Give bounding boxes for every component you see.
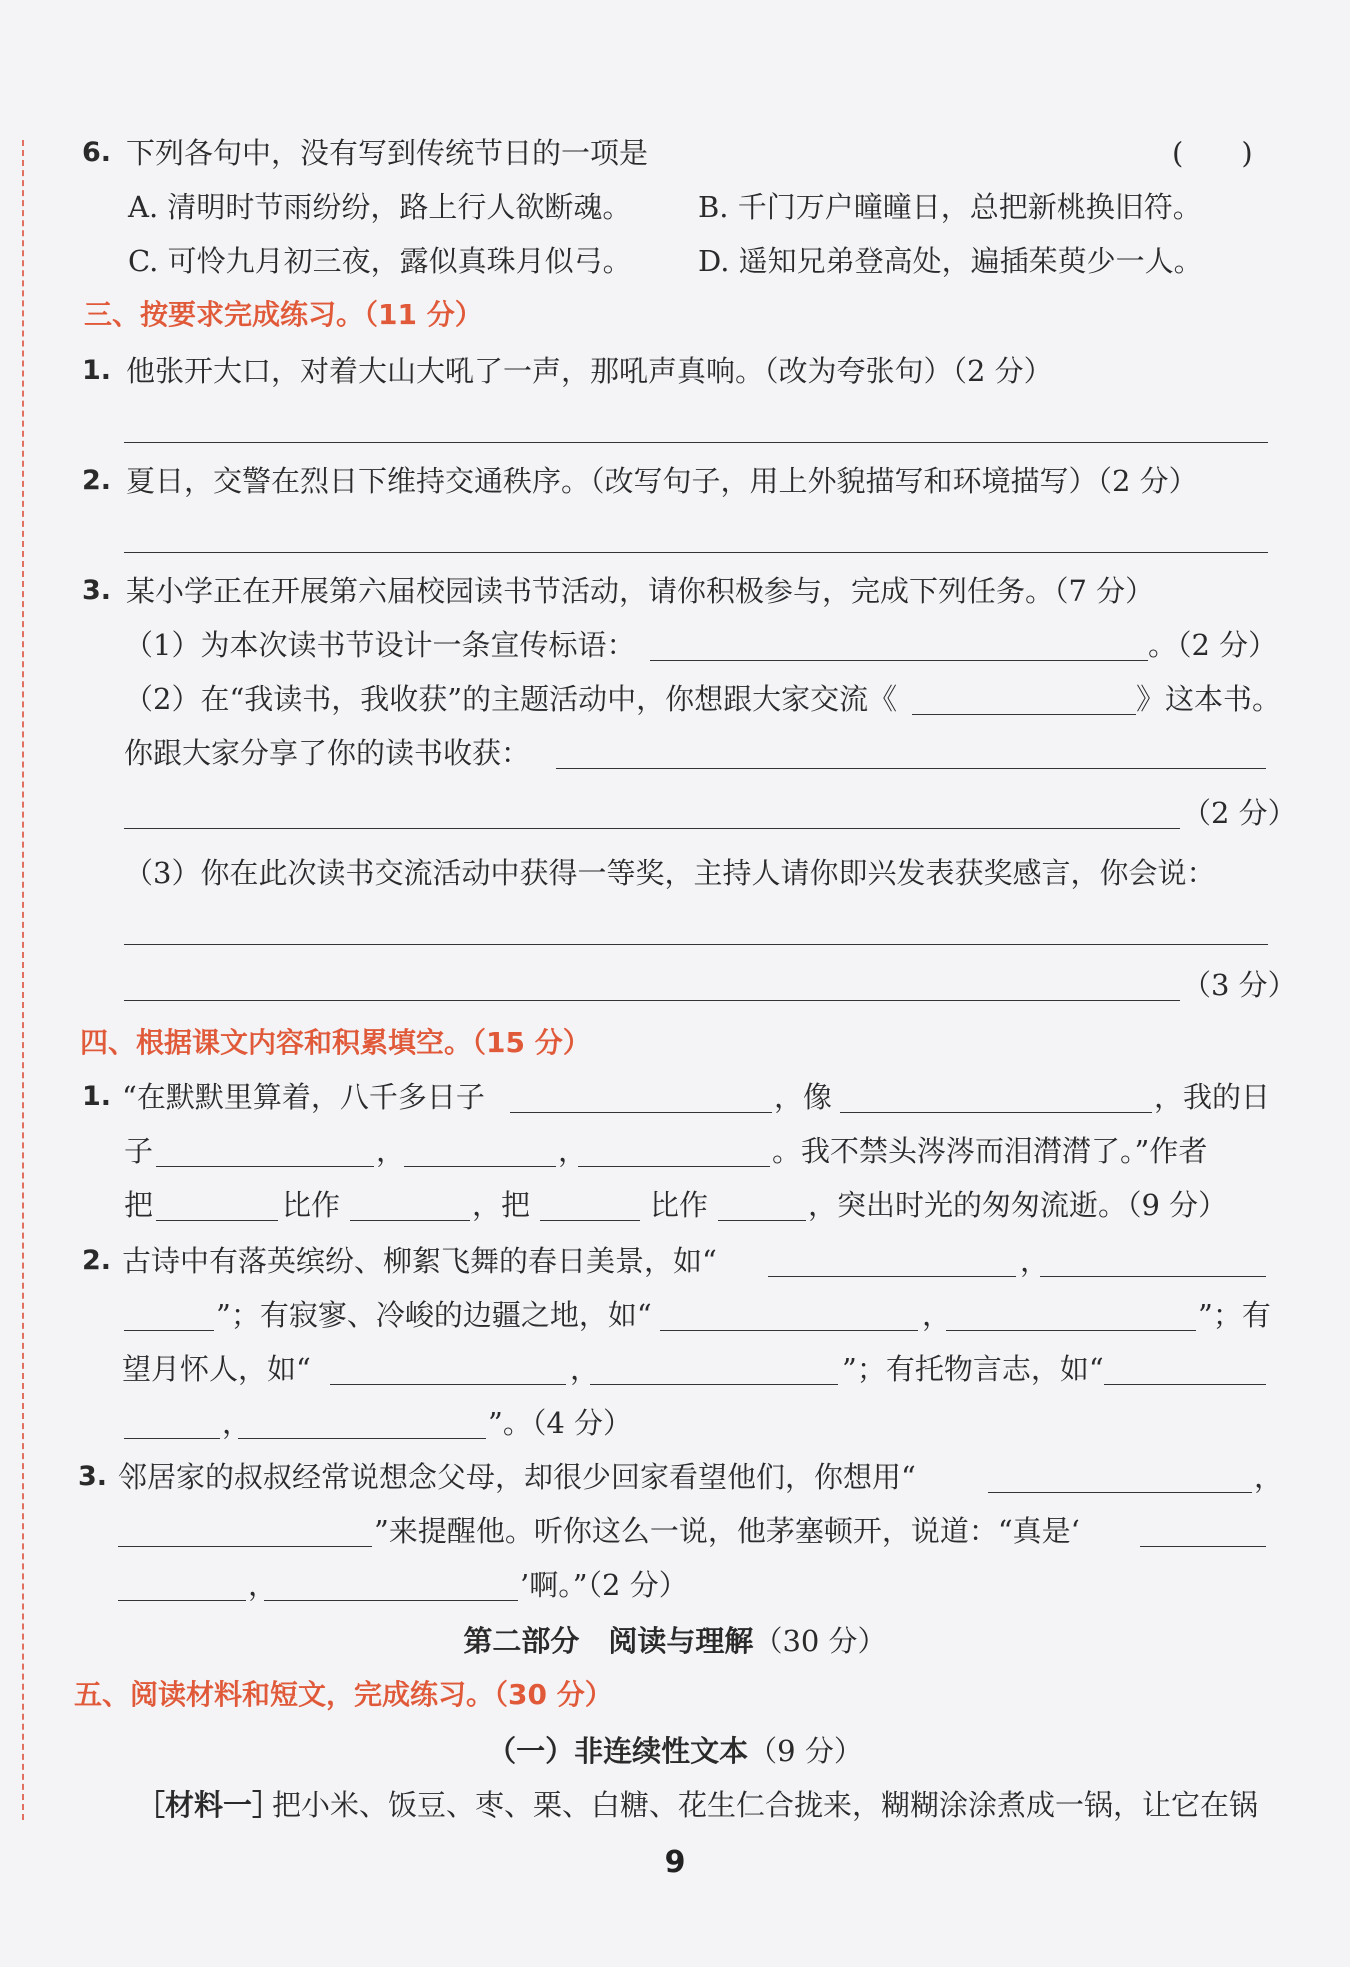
answer-line[interactable] — [124, 944, 1268, 945]
fill-blank[interactable] — [718, 1220, 806, 1221]
fill-blank[interactable] — [124, 1438, 220, 1439]
fill-blank[interactable] — [840, 1112, 1152, 1113]
slogan-blank[interactable] — [650, 660, 1148, 661]
material-label: ［材料一］ — [136, 1788, 282, 1822]
sec3-question-1: 1. 他张开大口，对着大山大吼了一声，那吼声真响。（改为夸张句）（2 分） — [82, 354, 1053, 388]
part-2-heading: 第二部分 阅读与理解（30 分） — [463, 1624, 887, 1658]
page-number: 9 — [664, 1845, 686, 1880]
sec3-task-2-share: 你跟大家分享了你的读书收获： — [0, 728, 1350, 778]
fill-blank[interactable] — [124, 1330, 214, 1331]
fill-blank[interactable] — [510, 1112, 772, 1113]
sec4-question-3-line3: ， ’啊。”（2 分） — [0, 1560, 1350, 1610]
sec4-question-3-line2: ”来提醒他。听你这么一说，他茅塞顿开，说道：“真是‘ — [0, 1506, 1350, 1556]
fill-blank[interactable] — [946, 1330, 1196, 1331]
fill-blank[interactable] — [590, 1384, 838, 1385]
option-b: B. 千门万户曈曈日，总把新桃换旧符。 — [698, 190, 1202, 224]
fill-blank[interactable] — [404, 1166, 556, 1167]
sec3-task-2: （2）在“我读书，我收获”的主题活动中，你想跟大家交流《 》这本书。 — [124, 682, 1282, 716]
option-a: A. 清明时节雨纷纷，路上行人欲断魂。 — [128, 190, 632, 224]
answer-line[interactable] — [124, 552, 1268, 553]
book-title-blank[interactable] — [912, 714, 1136, 715]
answer-line[interactable] — [124, 828, 1180, 829]
option-c: C. 可怜九月初三夜，露似真珠月似弓。 — [128, 244, 632, 278]
fill-blank[interactable] — [264, 1600, 518, 1601]
fill-blank[interactable] — [238, 1438, 486, 1439]
fill-blank[interactable] — [1040, 1276, 1266, 1277]
question-6-options-cd — [0, 236, 1350, 286]
question-6-options-ab — [0, 182, 1350, 232]
sec4-question-3-line1: 3. 邻居家的叔叔经常说想念父母，却很少回家看望他们，你想用“ ， — [78, 1460, 1284, 1494]
answer-line[interactable] — [556, 768, 1266, 769]
fill-blank[interactable] — [1140, 1546, 1266, 1547]
option-d: D. 遥知兄弟登高处，遍插茱萸少一人。 — [698, 244, 1203, 278]
section-3-title: 三、按要求完成练习。（11 分） — [84, 298, 483, 331]
section-5-title: 五、阅读材料和短文，完成练习。（30 分） — [74, 1678, 613, 1711]
sec3-task-1: （1）为本次读书节设计一条宣传标语： 。（2 分） — [124, 628, 1278, 662]
sec3-question-2: 2. 夏日，交警在烈日下维持交通秩序。（改写句子，用上外貌描写和环境描写）（2 分） — [82, 464, 1198, 498]
answer-line[interactable] — [124, 1000, 1180, 1001]
fill-blank[interactable] — [988, 1492, 1252, 1493]
sec4-question-2-line3: 望月怀人，如“ ， ”；有托物言志，如“ — [0, 1344, 1350, 1394]
sec4-question-2-line1: 2. 古诗中有落英缤纷、柳絮飞舞的春日美景，如“ ， — [0, 1236, 1350, 1286]
fill-blank[interactable] — [156, 1166, 374, 1167]
sec3-task-2-line2: （2 分） — [0, 788, 1350, 838]
fill-blank[interactable] — [578, 1166, 770, 1167]
fill-blank[interactable] — [330, 1384, 566, 1385]
fill-blank[interactable] — [660, 1330, 918, 1331]
fill-blank[interactable] — [350, 1220, 470, 1221]
sec3-task-3-line2: （3 分） — [0, 960, 1350, 1010]
section-4-title: 四、根据课文内容和积累填空。（15 分） — [80, 1026, 591, 1059]
sec4-question-1-line1: 1. “在默默里算着，八千多日子 ，像 ，我的日 — [82, 1080, 1271, 1114]
section-5-subheading: （一）非连续性文本（9 分） — [487, 1734, 863, 1768]
sec3-task-3: （3）你在此次读书交流活动中获得一等奖，主持人请你即兴发表获奖感言，你会说： — [124, 856, 1216, 890]
answer-paren: ( ) — [1172, 136, 1253, 170]
sec4-question-2-line2: ”；有寂寥、冷峻的边疆之地，如“ ， ”；有 — [0, 1290, 1350, 1340]
material-1-paragraph: ［材料一］ 把小米、饭豆、枣、栗、白糖、花生仁合拢来，糊糊涂涂煮成一锅，让它在锅 — [0, 1780, 1350, 1830]
answer-line[interactable] — [124, 442, 1268, 443]
fill-blank[interactable] — [156, 1220, 278, 1221]
fill-blank[interactable] — [768, 1276, 1016, 1277]
sec4-question-1-line2: 子 ， ， 。我不禁头涔涔而泪潸潸了。”作者 — [124, 1134, 1208, 1168]
sec4-question-2-line4: ， ”。（4 分） — [0, 1398, 1350, 1448]
fill-blank[interactable] — [118, 1600, 246, 1601]
fill-blank[interactable] — [118, 1546, 372, 1547]
question-6-stem: 6. 下列各句中，没有写到传统节日的一项是 ( ) — [0, 128, 1350, 178]
fill-blank[interactable] — [1104, 1384, 1266, 1385]
fill-blank[interactable] — [540, 1220, 640, 1221]
sec3-question-3: 3. 某小学正在开展第六届校园读书节活动，请你积极参与，完成下列任务。（7 分） — [82, 574, 1155, 608]
sec4-question-1-line3: 把 比作 ，把 比作 ，突出时光的匆匆流逝。（9 分） — [124, 1188, 1228, 1222]
